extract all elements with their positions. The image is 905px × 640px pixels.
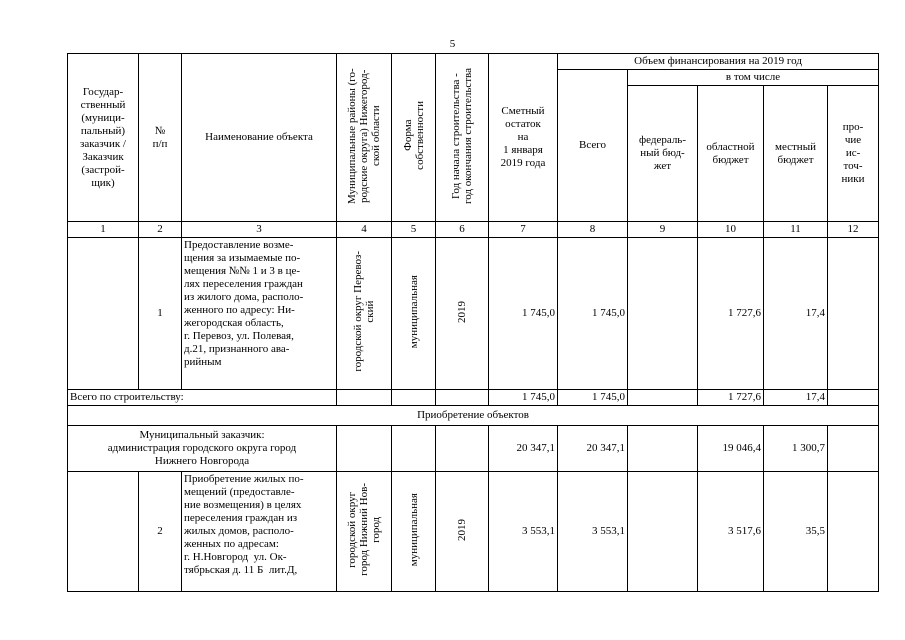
customer-total: 20 347,1 (558, 426, 628, 472)
subtotal-empty (436, 390, 489, 406)
header-local: местный бюджет (764, 86, 828, 222)
table-row (68, 472, 879, 592)
col-number: 7 (489, 222, 558, 238)
header-regional: областной бюджет (698, 86, 764, 222)
row2-year-text: 2019 (456, 518, 468, 541)
section-title: Приобретение объектов (68, 406, 879, 426)
customer-estimate: 20 347,1 (489, 426, 558, 472)
header-federal: федераль- ный бюд- жет (628, 86, 698, 222)
subtotal-empty (628, 390, 698, 406)
header-estimate: Сметный остаток на 1 января 2019 года (489, 54, 558, 222)
col-number: 4 (337, 222, 392, 238)
row2-district (337, 472, 392, 592)
row2-estimate: 3 553,1 (489, 472, 558, 592)
header-ownership-text: Форма собственности (401, 101, 426, 170)
subtotal-empty (828, 390, 879, 406)
customer-local: 1 300,7 (764, 426, 828, 472)
col-number: 6 (436, 222, 489, 238)
subtotal-row (68, 390, 879, 406)
header-years (436, 54, 489, 222)
header-object-name: Наименование объекта (182, 54, 337, 222)
row1-other (828, 238, 879, 390)
row2-ownership (392, 472, 436, 592)
customer-empty (828, 426, 879, 472)
row1-ownership (392, 238, 436, 390)
customer-empty (436, 426, 489, 472)
row1-year-text: 2019 (456, 300, 468, 323)
row1-total: 1 745,0 (558, 238, 628, 390)
col-number: 8 (558, 222, 628, 238)
section-row (68, 406, 879, 426)
subtotal-total: 1 745,0 (558, 390, 628, 406)
subtotal-label: Всего по строительству: (68, 390, 337, 406)
row2-regional: 3 517,6 (698, 472, 764, 592)
row2-ownership-text: муниципальная (407, 492, 420, 567)
row1-customer (68, 238, 139, 390)
row2-customer (68, 472, 139, 592)
header-row (68, 54, 879, 70)
header-years-text: Год начала строительства - год окончания строительства (450, 67, 474, 204)
row1-regional: 1 727,6 (698, 238, 764, 390)
row1-estimate: 1 745,0 (489, 238, 558, 390)
column-number-row (68, 222, 879, 238)
row1-object-name: Предоставление возме- щения за изымаемые по- мещения №№ 1 и 3 в це- лях переселения граждан из жилого дома, располо- женного по адресу: Ни- жегородская область, г. Перевоз, ул. Полевая, д.21, признанного ава- рийным (182, 238, 337, 390)
table-row (68, 238, 879, 390)
financing-table (67, 53, 879, 592)
row2-district-text: городской округ город Нижний Нов- город (346, 483, 382, 576)
header-including: в том числе (628, 70, 879, 86)
row1-federal (628, 238, 698, 390)
subtotal-local: 17,4 (764, 390, 828, 406)
row2-federal (628, 472, 698, 592)
col-number: 5 (392, 222, 436, 238)
customer-label: Муниципальный заказчик: администрация городского округа город Нижнего Новгорода (68, 426, 337, 472)
col-number: 11 (764, 222, 828, 238)
col-number: 9 (628, 222, 698, 238)
subtotal-regional: 1 727,6 (698, 390, 764, 406)
row1-district-text: городской округ Перевоз- ский (352, 251, 376, 372)
customer-row (68, 426, 879, 472)
row1-district (337, 238, 392, 390)
header-number: № п/п (139, 54, 182, 222)
header-financing: Объем финансирования на 2019 год (558, 54, 879, 70)
col-number: 12 (828, 222, 879, 238)
col-number: 2 (139, 222, 182, 238)
row1-ownership-text: муниципальная (407, 274, 420, 349)
row2-object-name: Приобретение жилых по- мещений (предоставле- ние возмещения) в целях переселения граждан из жилых домов, располо- женных по адресам: г. Н.Новгород ул. Ок- тябрьская д. 11 Б лит.Д, (182, 472, 337, 592)
col-number: 3 (182, 222, 337, 238)
row2-total: 3 553,1 (558, 472, 628, 592)
row1-number: 1 (139, 238, 182, 390)
row1-year (436, 238, 489, 390)
row1-local: 17,4 (764, 238, 828, 390)
customer-empty (392, 426, 436, 472)
subtotal-estimate: 1 745,0 (489, 390, 558, 406)
page-number: 5 (449, 38, 456, 50)
customer-regional: 19 046,4 (698, 426, 764, 472)
subtotal-empty (392, 390, 436, 406)
col-number: 10 (698, 222, 764, 238)
row2-year (436, 472, 489, 592)
subtotal-empty (337, 390, 392, 406)
header-ownership (392, 54, 436, 222)
header-district (337, 54, 392, 222)
col-number: 1 (68, 222, 139, 238)
row2-number: 2 (139, 472, 182, 592)
header-total: Всего (558, 70, 628, 222)
customer-empty (337, 426, 392, 472)
header-district-text: Муниципальные районы (го- родские округа) Нижегород- ской области (346, 67, 382, 204)
header-other: про- чие ис- точ- ники (828, 86, 879, 222)
row2-local: 35,5 (764, 472, 828, 592)
row2-other (828, 472, 879, 592)
customer-empty (628, 426, 698, 472)
header-customer: Государ- ственный (муници- пальный) заказчик / Заказчик (застрой- щик) (68, 54, 139, 222)
